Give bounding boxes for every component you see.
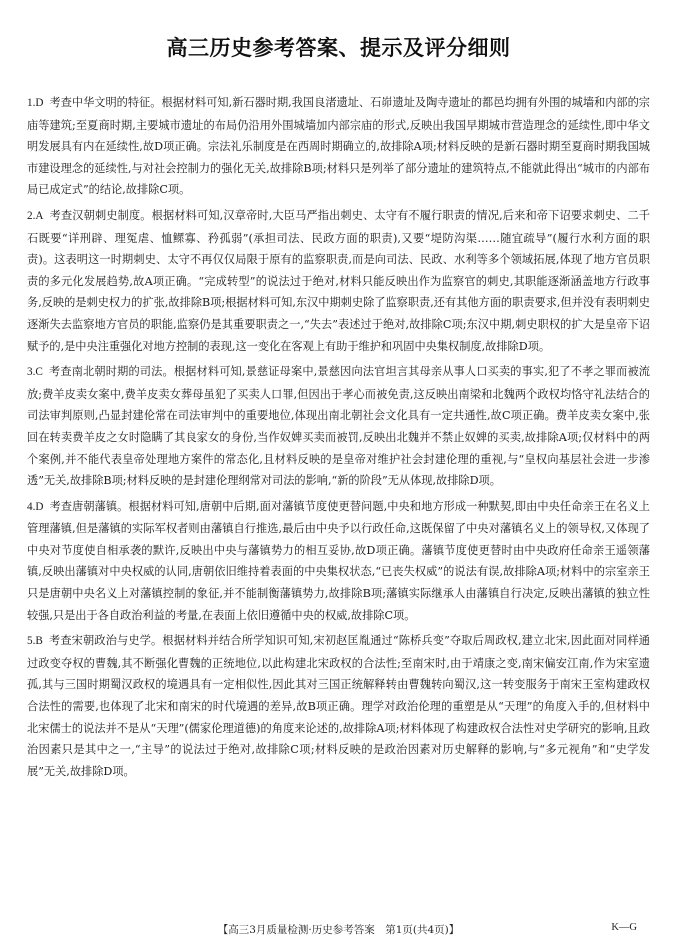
item-answer: B <box>35 635 43 648</box>
item-explanation: 考查唐朝藩镇。根据材料可知,唐朝中后期,面对藩镇节度使更替问题,中央和地方形成一种默契,即由中央任命亲王在名义上管理藩镇,但是藩镇的实际军权者则由藩镇自行推选,最后由中央予以行政任命,这既保留了中央对藩镇名义上的领导权,又体现了中央对节度使自相承袭的默许,反映出中央与藩镇势力的相互妥协,故D项正确。藩镇节度使更替时由中央政府任命亲王遥领藩镇,反映出藩镇对中央权威的认同,唐朝依旧维持着表面的中央集权状态,“已丧失权威”的说法有误,故排除A项;材料中的宗室亲王只是唐朝中央名义上对藩镇控制的象征,并不能制衡藩镇势力,故排除B项;藩镇实际继承人由藩镇自行决定,反映出藩镇的独立性较强,只是出于各自政治利益的考量,在表面上依旧遵循中央的权威,故排除C项。 <box>27 499 650 622</box>
item-explanation: 考查南北朝时期的司法。根据材料可知,景慈证母案中,景慈因向法官坦言其母亲从事人口买卖的事实,犯了不孝之罪而被流放;费羊皮卖女案中,费羊皮卖女葬母虽犯了买卖人口罪,但因出于孝心而被免责,这反映出南梁和北魏两个政权均恪守礼法结合的司法审判原则,凸显封建伦常在司法审判中的重要地位,体现出南北朝社会文化具有一定共通性,故C项正确。费羊皮卖女案中,张回在转卖费羊皮之女时隐瞒了其良家女的身份,当作奴婢买卖而被罚,反映出北魏并不禁止奴婢的买卖,故排除A项;仅材料中的两个案例,并不能代表皇帝处理地方案件的常态化,且材料反映的是皇帝对维护社会封建伦理的重视,与“皇权向基层社会进一步渗透”无关,故排除B项;材料反映的是封建伦理纲常对司法的影响,“新的阶段”无从体现,故排除D项。 <box>27 365 650 488</box>
item-number: 3. <box>27 366 36 379</box>
item-answer: D <box>35 500 44 513</box>
footer-code: K—G <box>611 922 637 933</box>
page-footer <box>0 922 677 938</box>
item-answer: A <box>35 209 44 222</box>
item-number: 5. <box>27 635 36 648</box>
answer-list <box>27 92 650 786</box>
item-number: 4. <box>27 500 36 513</box>
answer-item-3 <box>27 361 650 492</box>
item-number: 1. <box>27 97 36 109</box>
answer-item-2 <box>27 205 650 357</box>
item-answer: C <box>35 366 43 379</box>
footer-text: 【高三3月质量检测·历史参考答案 第1页(共4页)】 <box>217 924 460 936</box>
answer-item-1 <box>27 92 650 201</box>
answer-item-4 <box>27 496 650 627</box>
item-explanation: 考查宋朝政治与史学。根据材料并结合所学知识可知,宋初赵匡胤通过“陈桥兵变”夺取后周政权,建立北宋,因此面对同样通过政变夺权的曹魏,其不断强化曹魏的正统地位,以此构建北宋政权的合法性;至南宋时,由于靖康之变,南宋偏安江南,作为宋室遗孤,其与三国时期蜀汉政权的境遇具有一定相似性,因此其对三国正统解释转由曹魏转向蜀汉,这一转变服务于南宋王室构建政权合法性的需要,也体现了北宋和南宋的时代境遇的差异,故B项正确。理学对政治伦理的重塑是从“天理”的角度入手的,但材料中北宋儒士的说法并不是从“天理”(儒家伦理道德)的角度来论述的,故排除A项;材料体现了构建政权合法性对史学研究的影响,且政治因素只是其中之一,“主导”的说法过于绝对,故排除C项;材料反映的是政治因素对历史解释的影响,与“多元视角”和“史学发展”无关,故排除D项。 <box>27 634 650 778</box>
item-number: 2. <box>27 209 36 222</box>
item-answer: D <box>35 97 44 109</box>
page-title: 高三历史参考答案、提示及评分细则 <box>166 36 511 60</box>
item-explanation: 考查汉朝刺史制度。根据材料可知,汉章帝时,大臣马严指出刺史、太守有不履行职责的情况,后来和帝下诏要求刺史、二千石既要“详刑辟、理冤虐、恤鳏寡、矜孤弱”(承担司法、民政方面的职责),又要“堤防沟渠……随宜疏导”(履行水利方面的职责)。这表明这一时期刺史、太守不再仅仅局限于原有的监察职责,而是向司法、民政、水利等多个领域拓展,体现了地方官员职责的多元化发展趋势,故A项正确。“完成转型”的说法过于绝对,材料只能反映出作为监察官的刺史,其职能逐渐涵盖地方行政事务,反映的是刺史权力的扩张,故排除B项;根据材料可知,东汉中期刺史除了监察职责,还有其他方面的职责要求,但并没有表明刺史逐渐失去监察地方官员的职能,监察仍是其重要职责之一,“失去”表述过于绝对,故排除C项;东汉中期,刺史职权的扩大是皇帝下诏赋予的,是中央注重强化对地方控制的表现,这一变化在客观上有助于维护和巩固中央集权制度,故排除D项。 <box>27 208 650 353</box>
answer-item-5 <box>27 630 650 782</box>
item-explanation: 考查中华文明的特征。根据材料可知,新石器时期,我国良渚遗址、石峁遗址及陶寺遗址的都邑均拥有外围的城墙和内部的宗庙等建筑;至夏商时期,主要城市遗址的布局仍沿用外围城墙加内部宗庙的形式,反映出我国早期城市营造理念的延续性,即中华文明发展具有内在延续性,故D项正确。宗法礼乐制度是在西周时期确立的,故排除A项;材料反映的是新石器时期至夏商时期我国城市建设理念的延续性,与对社会控制力的强化无关,故排除B项;材料只是列举了部分遗址的建筑特点,不能就此得出“城市的内部布局已成定式”的结论,故排除C项。 <box>27 96 650 197</box>
